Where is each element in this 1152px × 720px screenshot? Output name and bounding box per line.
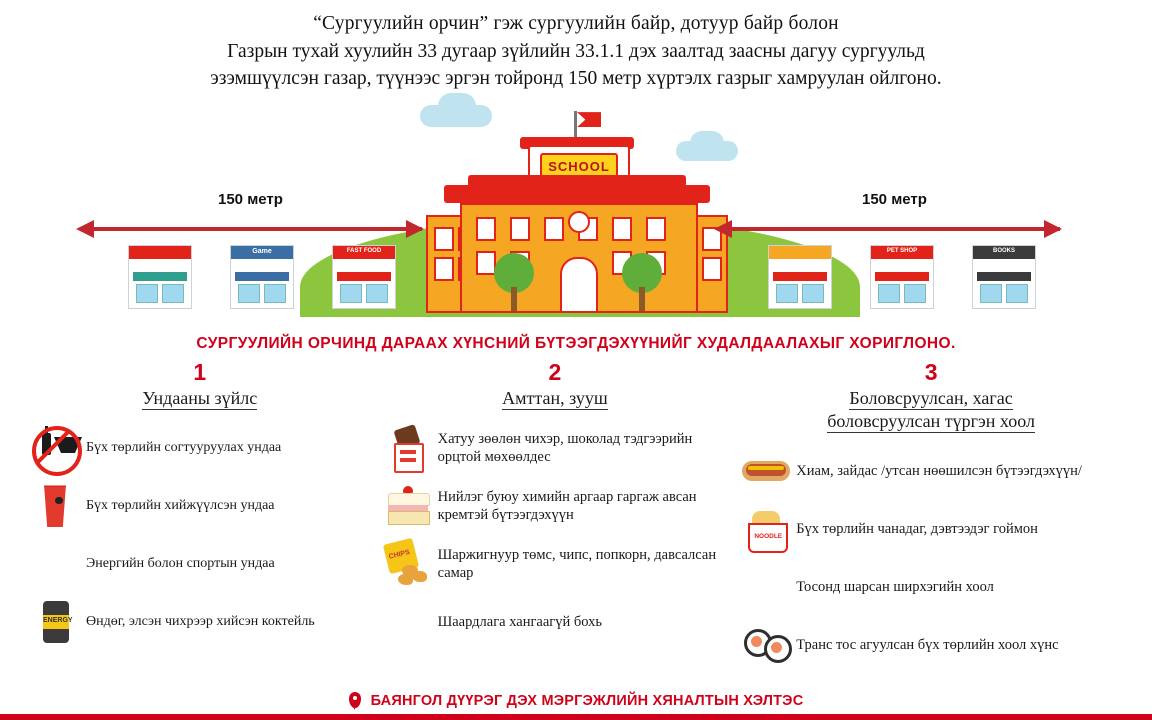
list-item-label: Транс тос агуулсан бүх төрлийн хоол хүнс [796,637,1059,654]
arrow-head-left-outer [76,220,94,238]
instant-noodle-icon [734,505,796,555]
list-item-label: Хиам, зайдас /утсан нөөшилсэн бүтээгдэхүүн/ [796,463,1082,480]
shop-name: Game [252,248,272,256]
category-column-drinks [24,361,376,678]
sushi-icon [734,621,796,671]
shops-right-group [768,245,1048,311]
distance-arrows [0,191,1152,233]
list-item [24,596,376,648]
list-item [24,538,376,590]
category-title [24,387,376,410]
shop-name: BOOKS [992,248,1015,255]
school-door [560,257,598,313]
list-item-label: Хатуу зөөлөн чихэр, шоколад тэдгээрийн орцтой мөхөөлдес [437,430,693,466]
list-item-label: Бүх төрлийн согтууруулах ундаа [86,440,282,456]
intro-line-1: “Сургуулийн орчин” гэж сургуулийн байр, дотуур байр болон [313,13,839,34]
shop-building [768,245,832,309]
list-item [376,422,735,474]
no-alcohol-icon [24,423,86,473]
list-item [376,480,735,532]
list-item [24,422,376,474]
list-item [376,538,735,590]
tree-icon [622,253,662,313]
category-column-fastfood [734,361,1128,678]
list-item-label: Нийлэг буюу химийн аргаар гаргаж авсан кремтэй бүтээгдэхүүн [437,488,697,524]
shops-left-group [128,245,408,311]
intro-text-block [0,0,1152,93]
prohibition-banner: СУРГУУЛИЙН ОРЧИНД ДАРААХ ХҮНСНИЙ БҮТЭЭГДЭХҮҮНИЙГ ХУДАЛДААЛАХЫГ ХОРИГЛОНО. [196,335,956,353]
list-item [734,620,1128,672]
soda-cup-icon [24,481,86,531]
category-columns [0,361,1152,678]
school-zone-illustration [0,99,1152,331]
school-sign: SCHOOL [540,153,618,181]
category-number: 2 [548,359,562,386]
arrow-head-right-inner [714,220,732,238]
list-item [734,504,1128,556]
intro-line-3: эзэмшүүлсэн газар, түүнээс эргэн тойронд 150 метр хүртэлх газрыг хамруулан ойлгоно. [210,68,942,90]
chips-icon [376,539,438,589]
arrow-line-left [92,227,422,231]
list-item [734,562,1128,614]
list-item-label: Шаржигнуур төмс, чипс, попкорн, давсалсан самар [437,546,717,582]
shop-name: FAST FOOD [346,248,382,255]
category-title-text: Ундааны зүйлс [142,388,258,409]
arrow-head-right-outer [1044,220,1062,238]
list-item-label: Тосонд шарсан ширхэгийн хоол [796,579,994,596]
footer-block [0,692,1152,710]
arrow-head-left-inner [406,220,424,238]
fried-food-icon [734,563,796,613]
shop-building [972,245,1036,309]
category-items [734,446,1128,672]
tree-icon [494,253,534,313]
category-items [376,422,735,648]
category-title [376,387,735,410]
hotdog-icon [734,447,796,497]
energy-drink-icon [24,539,86,589]
nuts-icon [376,597,438,647]
shop-building [870,245,934,309]
shop-building [128,245,192,309]
category-number: 3 [924,359,938,386]
shop-name: PET SHOP [886,248,918,255]
school-building [432,111,722,311]
flag-icon [577,112,601,127]
category-title [734,387,1128,434]
category-title-text: Амттан, зууш [502,388,608,409]
category-column-sweets [376,361,735,678]
shop-building [332,245,396,309]
bottom-accent-bar [0,714,1152,720]
category-title-text: Боловсруулсан, хагас [849,388,1013,409]
location-pin-icon [349,692,361,708]
energy-can-icon [24,597,86,647]
category-number: 1 [193,359,207,386]
cake-icon [376,481,438,531]
shop-building [230,245,294,309]
list-item-label: Өндөг, элсэн чихрээр хийсэн коктейль [86,614,315,630]
arrow-line-right [730,227,1060,231]
list-item [24,480,376,532]
category-title-text-2: боловсруулсан түргэн хоол [827,411,1035,432]
list-item-label: Энергийн болон спортын ундаа [86,556,275,572]
main-roof [444,185,710,203]
category-items [24,422,376,648]
chocolate-icon [376,423,438,473]
list-item [376,596,735,648]
list-item [734,446,1128,498]
list-item-label: Шаардлага хангаагүй бохь [437,614,602,631]
list-item-label: Бүх төрлийн чанадаг, дэвтээдэг гоймон [796,521,1038,538]
distance-label-left: 150 метр [218,191,283,209]
distance-label-right: 150 метр [862,191,927,209]
intro-line-2: Газрын тухай хуулийн 33 дугаар зүйлийн 33.1.1 дэх заалтад заасны дагуу сургуульд [227,40,925,62]
can-label: ENERGY [43,617,73,625]
list-item-label: Бүх төрлийн хийжүүлсэн ундаа [86,498,275,514]
footer-agency-name: БАЯНГОЛ ДҮҮРЭГ ДЭХ МЭРГЭЖЛИЙН ХЯНАЛТЫН ХЭЛТЭС [370,693,804,709]
